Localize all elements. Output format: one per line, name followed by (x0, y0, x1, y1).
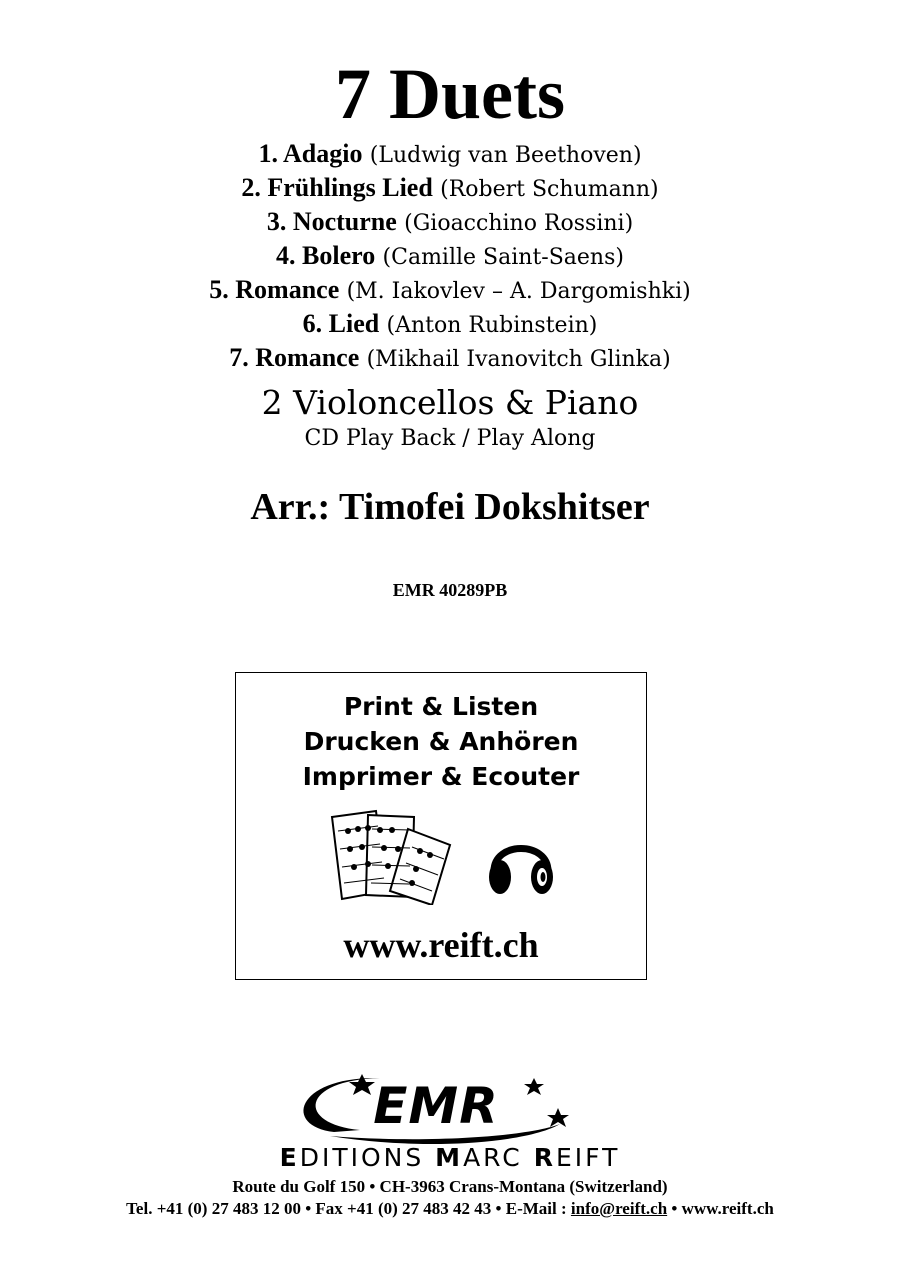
piece-list (0, 138, 900, 376)
piece-composer: (Camille Saint-Saens) (382, 245, 624, 270)
list-item (0, 342, 900, 376)
list-item (0, 240, 900, 274)
piece-title: 7. Romance (229, 343, 360, 372)
list-item (0, 274, 900, 308)
sheet-music-icon (328, 809, 456, 905)
piece-title: 4. Bolero (276, 241, 376, 270)
emr-logo (230, 1070, 670, 1170)
piece-composer: (Ludwig van Beethoven) (369, 143, 642, 168)
piece-composer: (Mikhail Ivanovitch Glinka) (366, 347, 671, 372)
print-listen-box (235, 672, 647, 980)
logo-publisher-name: EDITIONS MARC REIFT (279, 1143, 621, 1172)
piece-title: 3. Nocturne (266, 207, 397, 236)
logo-wordmark: EMR (373, 1077, 499, 1135)
page-title: 7 Duets (335, 54, 565, 134)
email-link[interactable]: info@reift.ch (570, 1199, 668, 1218)
piece-composer: (Robert Schumann) (440, 177, 659, 202)
promo-line-fr: Imprimer & Ecouter (302, 762, 580, 791)
address-line: Route du Golf 150 • CH-3963 Crans-Montana (Switzerland) (232, 1177, 668, 1196)
promo-line-de: Drucken & Anhören (303, 727, 579, 756)
list-item (0, 138, 900, 172)
piece-composer: (M. Iakovlev – A. Dargomishki) (346, 279, 691, 304)
contact-line: Tel. +41 (0) 27 483 12 00 • Fax +41 (0) 27 483 42 43 • E-Mail : info@reift.ch • www.reift.ch (126, 1199, 774, 1218)
headphones-icon (486, 827, 556, 899)
website-link[interactable]: www.reift.ch (343, 925, 539, 965)
piece-title: 5. Romance (209, 275, 340, 304)
instrumentation: 2 Violoncellos & Piano (261, 383, 639, 422)
piece-title: 1. Adagio (258, 139, 363, 168)
piece-composer: (Anton Rubinstein) (386, 313, 598, 338)
arranger: Arr.: Timofei Dokshitser (250, 486, 650, 528)
piece-title: 6. Lied (302, 309, 380, 338)
piece-composer: (Gioacchino Rossini) (404, 211, 634, 236)
promo-text (236, 689, 646, 794)
promo-icons (236, 809, 646, 909)
piece-title: 2. Frühlings Lied (241, 173, 433, 202)
promo-line-en: Print & Listen (343, 692, 539, 721)
playback-note: CD Play Back / Play Along (304, 426, 596, 451)
list-item (0, 308, 900, 342)
list-item (0, 172, 900, 206)
list-item (0, 206, 900, 240)
catalog-code: EMR 40289PB (392, 580, 508, 600)
